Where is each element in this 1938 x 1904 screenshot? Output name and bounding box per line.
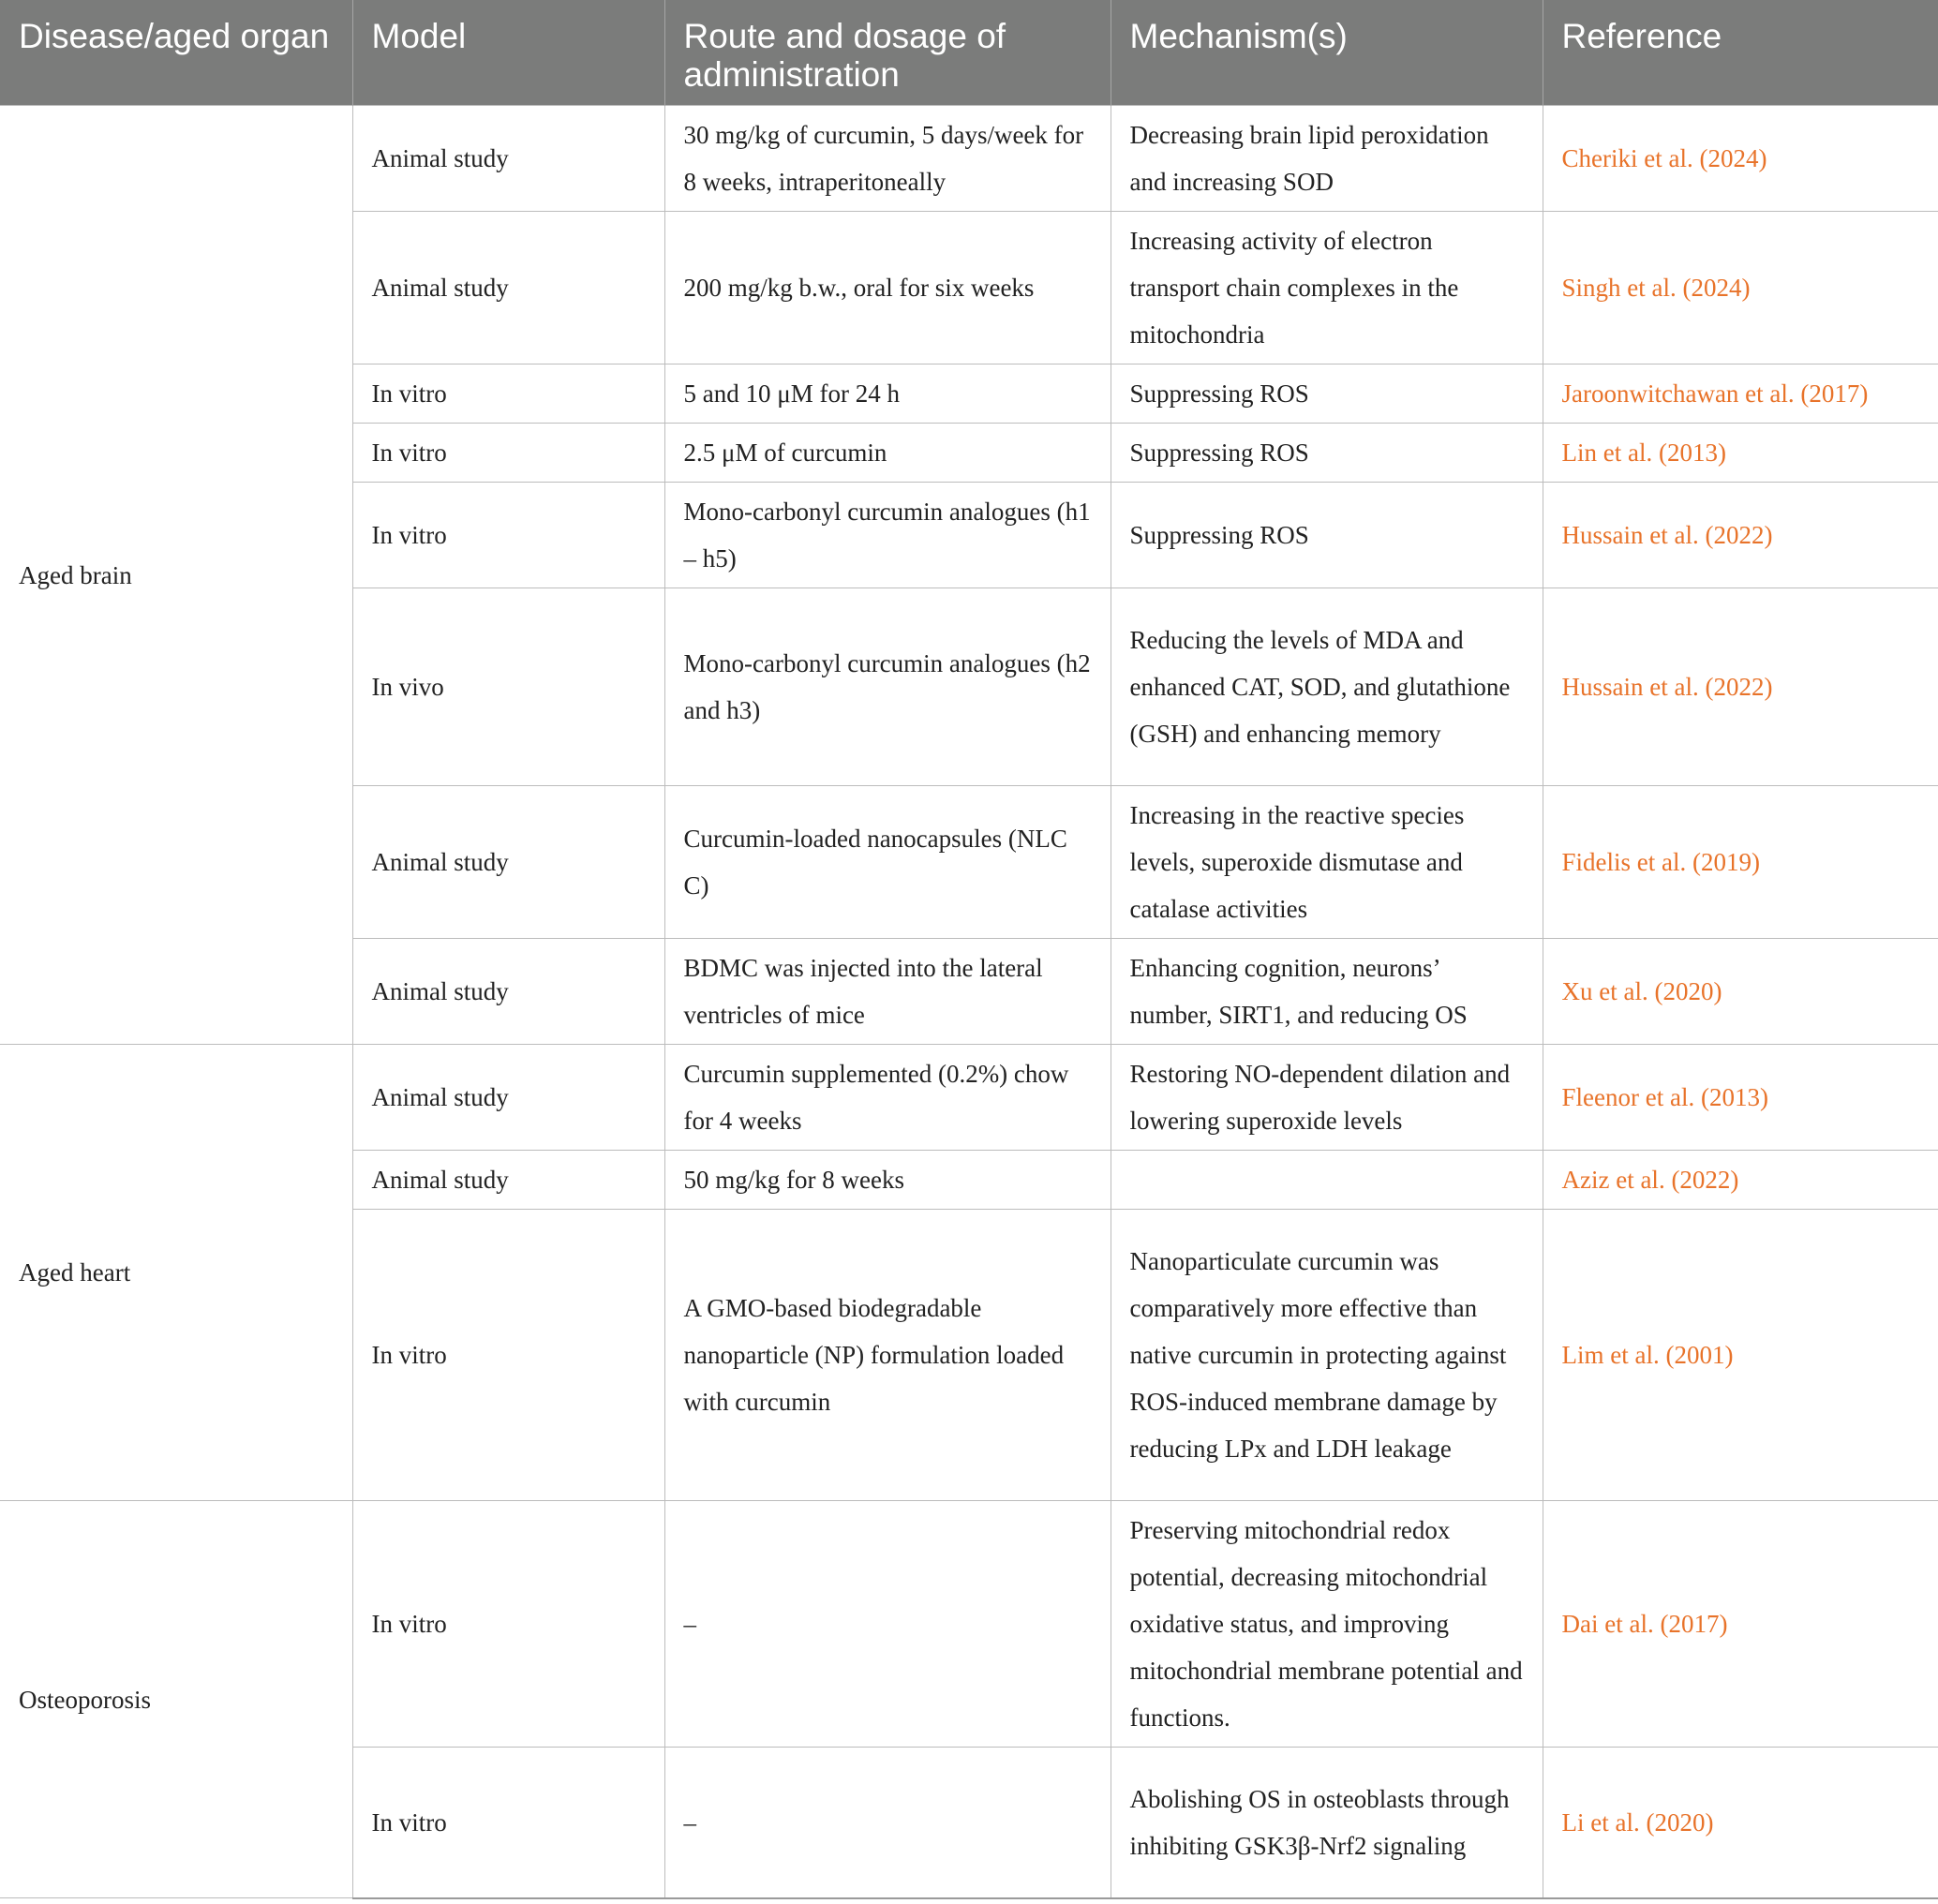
mechanism-cell: Restoring NO-dependent dilation and lowering superoxide levels	[1111, 1045, 1543, 1151]
reference-link[interactable]: Xu et al. (2020)	[1561, 977, 1722, 1005]
reference-cell	[1543, 588, 1938, 786]
reference-cell	[1543, 424, 1938, 483]
reference-cell	[1543, 1748, 1938, 1898]
header-route-dosage: Route and dosage of administration	[664, 0, 1111, 106]
model-cell: Animal study	[352, 212, 664, 364]
group-cell-osteoporosis: Osteoporosis	[0, 1501, 352, 1898]
table-header	[0, 0, 1938, 106]
mechanism-cell: Enhancing cognition, neurons’ number, SIRT1, and reducing OS	[1111, 939, 1543, 1045]
table-body	[0, 106, 1938, 1898]
mechanism-cell: Reducing the levels of MDA and enhanced CAT, SOD, and glutathione (GSH) and enhancing memory	[1111, 588, 1543, 786]
mechanism-cell: Abolishing OS in osteoblasts through inhibiting GSK3β-Nrf2 signaling	[1111, 1748, 1543, 1898]
model-cell: In vitro	[352, 483, 664, 588]
route-cell: –	[664, 1501, 1111, 1748]
route-cell: Mono-carbonyl curcumin analogues (h1 – h5)	[664, 483, 1111, 588]
mechanism-cell	[1111, 1151, 1543, 1210]
reference-link[interactable]: Singh et al. (2024)	[1561, 274, 1751, 302]
reference-link[interactable]: Hussain et al. (2022)	[1561, 673, 1773, 701]
route-cell: Curcumin-loaded nanocapsules (NLC C)	[664, 786, 1111, 939]
reference-cell	[1543, 786, 1938, 939]
mechanism-cell: Suppressing ROS	[1111, 483, 1543, 588]
route-cell: 30 mg/kg of curcumin, 5 days/week for 8 weeks, intraperitoneally	[664, 106, 1111, 212]
route-cell: 2.5 μM of curcumin	[664, 424, 1111, 483]
model-cell: In vitro	[352, 1501, 664, 1748]
table-row	[0, 1501, 1938, 1748]
table-row	[0, 106, 1938, 212]
route-cell: Curcumin supplemented (0.2%) chow for 4 weeks	[664, 1045, 1111, 1151]
reference-link[interactable]: Fleenor et al. (2013)	[1561, 1083, 1768, 1111]
header-disease-organ: Disease/aged organ	[0, 0, 352, 106]
model-cell: In vitro	[352, 364, 664, 424]
reference-link[interactable]: Cheriki et al. (2024)	[1561, 144, 1767, 172]
header-mechanisms: Mechanism(s)	[1111, 0, 1543, 106]
reference-cell	[1543, 483, 1938, 588]
header-model: Model	[352, 0, 664, 106]
reference-cell	[1543, 1501, 1938, 1748]
model-cell: In vitro	[352, 424, 664, 483]
mechanism-cell: Preserving mitochondrial redox potential, decreasing mitochondrial oxidative status, and improving mitochondrial membrane potential and functions.	[1111, 1501, 1543, 1748]
model-cell: Animal study	[352, 106, 664, 212]
group-cell-aged-brain: Aged brain	[0, 106, 352, 1045]
reference-link[interactable]: Fidelis et al. (2019)	[1561, 848, 1760, 876]
reference-link[interactable]: Li et al. (2020)	[1561, 1807, 1714, 1837]
reference-cell	[1543, 364, 1938, 424]
reference-link[interactable]: Lim et al. (2001)	[1561, 1341, 1734, 1369]
mechanism-cell: Decreasing brain lipid peroxidation and increasing SOD	[1111, 106, 1543, 212]
reference-cell	[1543, 1151, 1938, 1210]
mechanism-cell: Suppressing ROS	[1111, 364, 1543, 424]
reference-link[interactable]: Dai et al. (2017)	[1561, 1610, 1728, 1638]
route-cell: 50 mg/kg for 8 weeks	[664, 1151, 1111, 1210]
mechanism-cell: Nanoparticulate curcumin was comparatively more effective than native curcumin in protecting against ROS-induced membrane damage by reducing LPx and LDH leakage	[1111, 1210, 1543, 1501]
model-cell: Animal study	[352, 939, 664, 1045]
reference-link[interactable]: Jaroonwitchawan et al. (2017)	[1561, 379, 1869, 408]
reference-cell	[1543, 1045, 1938, 1151]
header-row	[0, 0, 1938, 106]
route-cell: –	[664, 1748, 1111, 1898]
header-reference: Reference	[1543, 0, 1938, 106]
reference-cell	[1543, 939, 1938, 1045]
table-row	[0, 1045, 1938, 1151]
model-cell: Animal study	[352, 786, 664, 939]
model-cell: Animal study	[352, 1151, 664, 1210]
model-cell: In vitro	[352, 1748, 664, 1898]
reference-cell	[1543, 1210, 1938, 1501]
reference-cell	[1543, 106, 1938, 212]
reference-link[interactable]: Lin et al. (2013)	[1561, 439, 1726, 467]
reference-cell	[1543, 212, 1938, 364]
mechanism-cell: Increasing in the reactive species levels, superoxide dismutase and catalase activities	[1111, 786, 1543, 939]
route-cell: 5 and 10 μM for 24 h	[664, 364, 1111, 424]
route-cell: 200 mg/kg b.w., oral for six weeks	[664, 212, 1111, 364]
route-cell: BDMC was injected into the lateral ventricles of mice	[664, 939, 1111, 1045]
model-cell: In vitro	[352, 1210, 664, 1501]
reference-link[interactable]: Hussain et al. (2022)	[1561, 521, 1773, 549]
route-cell: Mono-carbonyl curcumin analogues (h2 and h3)	[664, 588, 1111, 786]
route-cell: A GMO-based biodegradable nanoparticle (NP) formulation loaded with curcumin	[664, 1210, 1111, 1501]
reference-link[interactable]: Aziz et al. (2022)	[1561, 1166, 1739, 1194]
model-cell: In vivo	[352, 588, 664, 786]
mechanism-cell: Increasing activity of electron transport chain complexes in the mitochondria	[1111, 212, 1543, 364]
group-cell-aged-heart: Aged heart	[0, 1045, 352, 1501]
model-cell: Animal study	[352, 1045, 664, 1151]
mechanism-cell: Suppressing ROS	[1111, 424, 1543, 483]
